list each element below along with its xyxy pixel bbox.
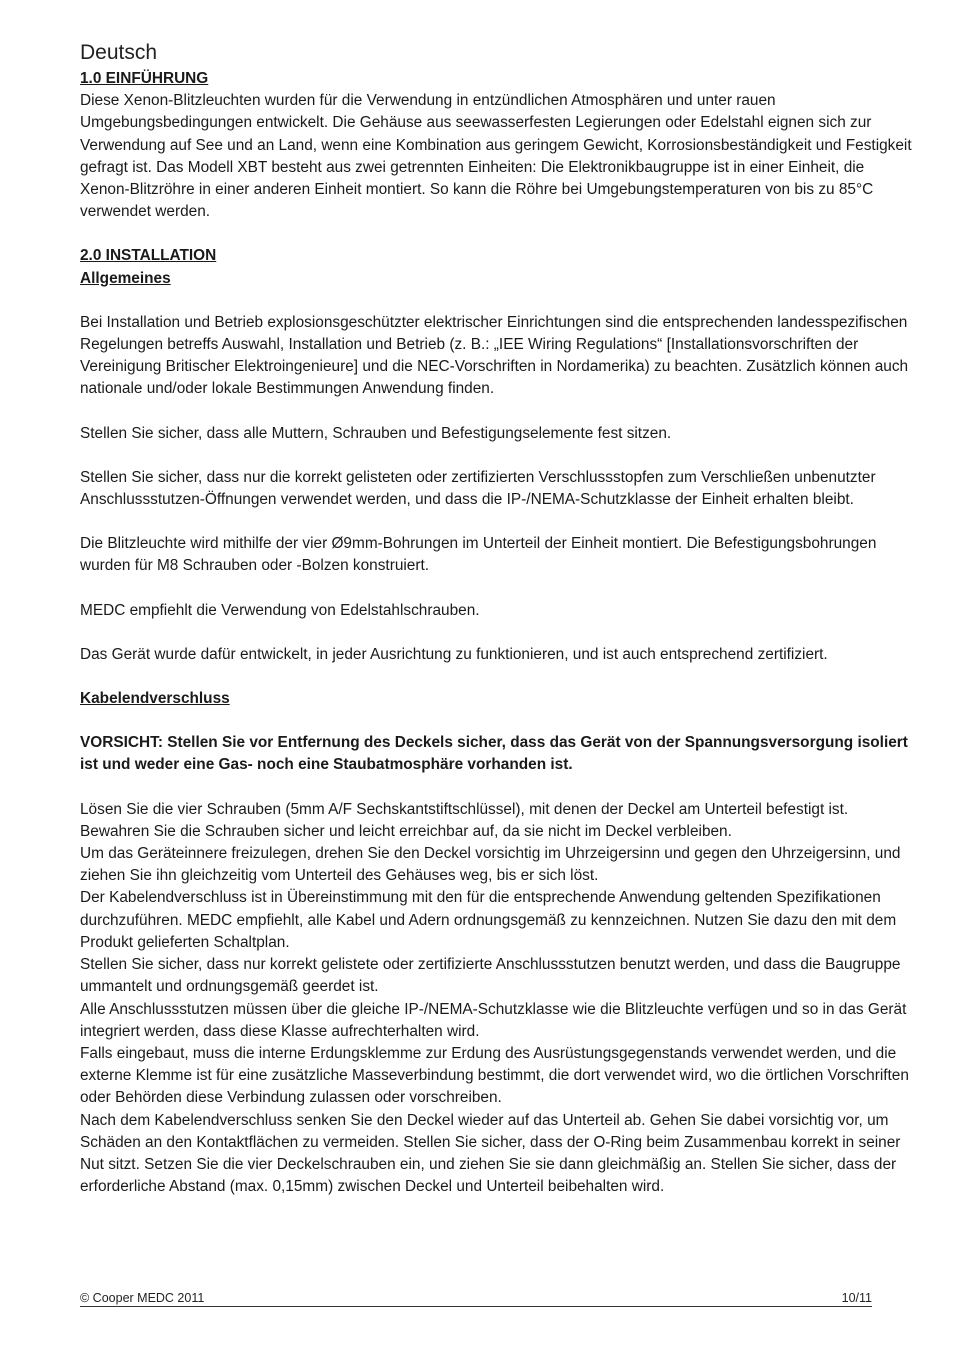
- cable-termination-heading: Kabelendverschluss: [80, 690, 230, 708]
- cable-step: Der Kabelendverschluss ist in Übereinstimmung mit den für die entsprechende Anwendung geltenden Spezifikationen durchzuführen. MEDC empfiehlt, alle Kabel und Adern ordnungsgemäß zu kennzeichnen. Nutzen Sie dazu den mit dem Produkt gelieferten Schaltplan.: [80, 889, 897, 951]
- cable-step: Alle Anschlussstutzen müssen über die gleiche IP-/NEMA-Schutzklasse wie die Blitzleuchte verfügen und so in das Gerät integriert werden, dass diese Klasse aufrechterhalten wird.: [80, 1000, 907, 1040]
- installation-paragraph: Stellen Sie sicher, dass nur die korrekt gelisteten oder zertifizierten Verschlussstopfen zum Verschließen unbenutzter Anschlussstutzen-Öffnungen verwendet werden, und dass die IP-/NEMA-Schutzklasse der Einheit erhalten bleibt.: [80, 468, 876, 509]
- installation-paragraph: Stellen Sie sicher, dass alle Muttern, Schrauben und Befestigungselemente fest sitzen.: [80, 424, 672, 442]
- installation-paragraph: Die Blitzleuchte wird mithilfe der vier Ø9mm-Bohrungen im Unterteil der Einheit montiert. Die Befestigungsbohrungen wurden für M8 Schrauben oder -Bolzen konstruiert.: [80, 535, 877, 575]
- installation-paragraph: Das Gerät wurde dafür entwickelt, in jeder Ausrichtung zu funktionieren, und ist auch entsprechend zertifiziert.: [80, 645, 828, 663]
- cable-step: Lösen Sie die vier Schrauben (5mm A/F Sechskantstiftschlüssel), mit denen der Deckel am Unterteil befestigt ist. Bewahren Sie die Schrauben sicher und leicht erreichbar auf, da sie nicht im Deckel verbleiben.: [80, 800, 849, 840]
- document-body: [80, 40, 916, 1198]
- cable-step: Um das Geräteinnere freizulegen, drehen Sie den Deckel vorsichtig im Uhrzeigersinn und gegen den Uhrzeigersinn, und ziehen Sie ihn gleichzeitig vom Unterteil des Gehäuses weg, bis er sich löst.: [80, 845, 901, 885]
- installation-paragraph: MEDC empfiehlt die Verwendung von Edelstahlschrauben.: [80, 601, 480, 619]
- cable-step: Stellen Sie sicher, dass nur korrekt gelistete oder zertifizierte Anschlussstutzen benutzt werden, und dass die Baugruppe ummantelt und ordnungsgemäß geerdet ist.: [80, 956, 901, 996]
- cable-step: Falls eingebaut, muss die interne Erdungsklemme zur Erdung des Ausrüstungsgegenstands verwendet werden, und die externe Klemme ist für eine zusätzliche Masseverbindung bestimmt, die dort verwendet wird, wo die örtlichen Vorschriften oder Behörden diese Verbindung zulassen oder vorschreiben.: [80, 1044, 909, 1107]
- installation-paragraph: Bei Installation und Betrieb explosionsgeschützter elektrischer Einrichtungen sind die entsprechenden landesspezifischen Regelungen betreffs Auswahl, Installation und Betrieb (z. B.: „IEE Wiring Regulations“ [Installationsvorschriften der Vereinigung Britischer Elektroingenieure] und die NEC-Vorschriften in Nordamerika) zu beachten. Zusätzlich können auch nationale und/oder lokale Bestimmungen Anwendung finden.: [80, 313, 909, 398]
- intro-heading: 1.0 EINFÜHRUNG: [80, 70, 209, 87]
- general-subheading: Allgemeines: [80, 269, 171, 287]
- installation-heading: 2.0 INSTALLATION: [80, 247, 217, 265]
- page-number: 10/11: [841, 1291, 872, 1305]
- page-footer: [80, 1291, 872, 1307]
- cable-step: Nach dem Kabelendverschluss senken Sie den Deckel wieder auf das Unterteil ab. Gehen Sie dabei vorsichtig vor, um Schäden an den Kontaktflächen zu vermeiden. Stellen Sie sicher, dass der O-Ring beim Zusammenbau korrekt in seiner Nut sitzt. Setzen Sie die vier Deckelschrauben ein, und ziehen Sie sie dann gleichmäßig an. Stellen Sie sicher, dass der erforderliche Abstand (max. 0,15mm) zwischen Deckel und Unterteil beibehalten wird.: [80, 1111, 901, 1196]
- intro-paragraph: Diese Xenon-Blitzleuchten wurden für die Verwendung in entzündlichen Atmosphären und unter rauen Umgebungsbedingungen entwickelt. Die Gehäuse aus seewasserfesten Legierungen oder Edelstahl eignen sich zur Verwendung auf See und an Land, wenn eine Kombination aus geringem Gewicht, Korrosionsbeständigkeit und Festigkeit gefragt ist. Das Modell XBT besteht aus zwei getrennten Einheiten: Die Elektronikbaugruppe ist in einer Einheit, die Xenon-Blitzröhre in einer anderen Einheit montiert. So kann die Röhre bei Umgebungstemperaturen von bis zu 85°C verwendet werden.: [80, 92, 912, 221]
- language-title: Deutsch: [80, 41, 158, 64]
- caution-warning: VORSICHT: Stellen Sie vor Entfernung des Deckels sicher, dass das Gerät von der Spannungsversorgung isoliert ist und weder eine Gas- noch eine Staubatmosphäre vorhanden ist.: [80, 734, 908, 774]
- copyright-text: © Cooper MEDC 2011: [80, 1291, 205, 1305]
